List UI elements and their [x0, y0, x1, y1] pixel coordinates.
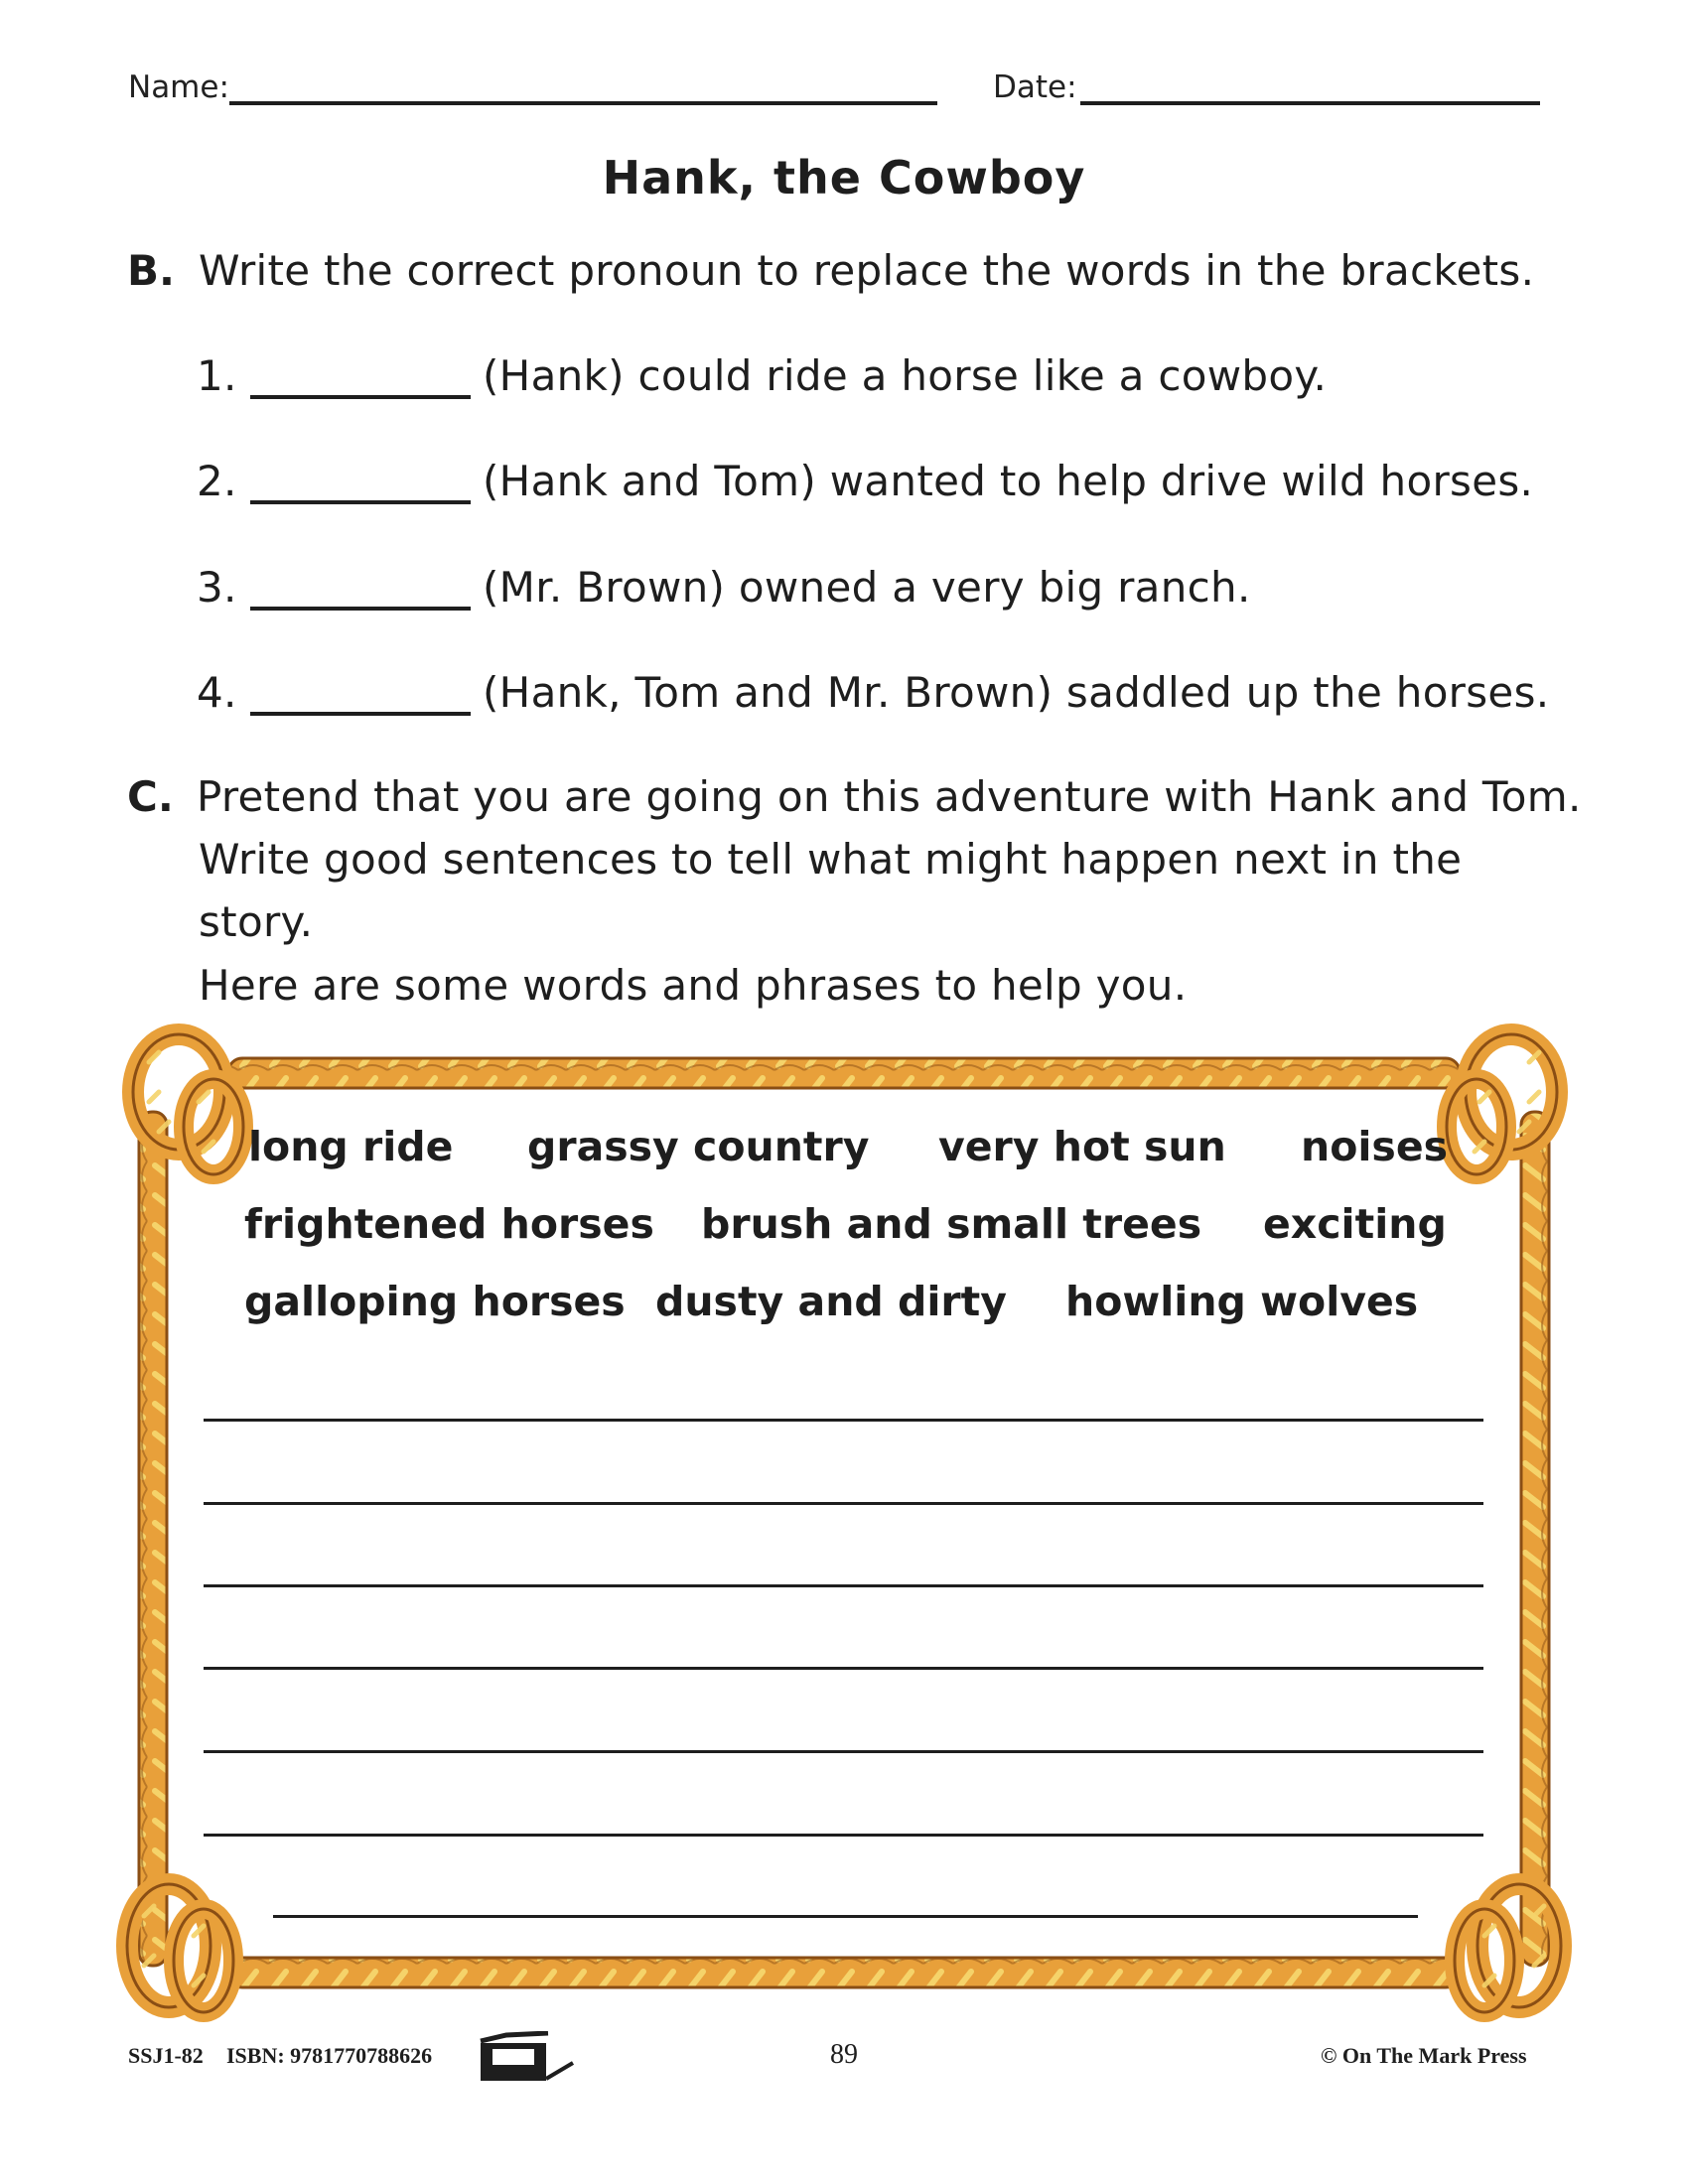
item-number: 2. [197, 457, 237, 505]
item-text: (Mr. Brown) owned a very big ranch. [483, 563, 1251, 612]
item-text: (Hank) could ride a horse like a cowboy. [483, 351, 1328, 400]
page-number: 89 [830, 2039, 858, 2070]
writing-line[interactable] [204, 1502, 1483, 1505]
item-text: (Hank, Tom and Mr. Brown) saddled up the horses. [483, 668, 1550, 717]
writing-line[interactable] [273, 1915, 1418, 1918]
item-number: 3. [197, 563, 237, 612]
word-bank-item: grassy country [527, 1123, 870, 1170]
section-b-instruction: Write the correct pronoun to replace the words in the brackets. [199, 246, 1535, 295]
word-bank-item: dusty and dirty [655, 1278, 1007, 1325]
section-c-line: Here are some words and phrases to help you. [199, 961, 1188, 1010]
photocopier-icon [479, 2031, 578, 2083]
writing-line[interactable] [204, 1584, 1483, 1587]
name-label: Name: [128, 69, 229, 105]
writing-line[interactable] [204, 1419, 1483, 1422]
item-text: (Hank and Tom) wanted to help drive wild horses. [483, 457, 1534, 505]
word-bank-item: frightened horses [244, 1200, 654, 1248]
page-title: Hank, the Cowboy [602, 151, 1086, 205]
section-c-line: Pretend that you are going on this adventure with Hank and Tom. [197, 772, 1582, 821]
footer-code: SSJ1-82 [128, 2043, 204, 2068]
section-c-line: story. [199, 897, 314, 946]
section-b-letter: B. [127, 246, 175, 295]
item-number: 4. [197, 668, 237, 717]
word-bank-item: galloping horses [244, 1278, 626, 1325]
footer-isbn: ISBN: 9781770788626 [226, 2043, 433, 2068]
item-number: 1. [197, 351, 237, 400]
writing-line[interactable] [204, 1834, 1483, 1837]
writing-line[interactable] [204, 1667, 1483, 1670]
word-bank-item: very hot sun [938, 1123, 1226, 1170]
word-bank-item: howling wolves [1065, 1278, 1419, 1325]
writing-line[interactable] [204, 1750, 1483, 1753]
word-bank-item: long ride [248, 1123, 454, 1170]
section-c-letter: C. [127, 772, 174, 821]
section-c-line: Write good sentences to tell what might happen next in the [199, 835, 1463, 884]
footer-publisher: © On The Mark Press [1321, 2043, 1527, 2068]
word-bank-item: exciting [1263, 1200, 1447, 1248]
word-bank-item: brush and small trees [701, 1200, 1202, 1248]
word-bank-item: noises [1301, 1123, 1449, 1170]
date-label: Date: [993, 69, 1077, 105]
